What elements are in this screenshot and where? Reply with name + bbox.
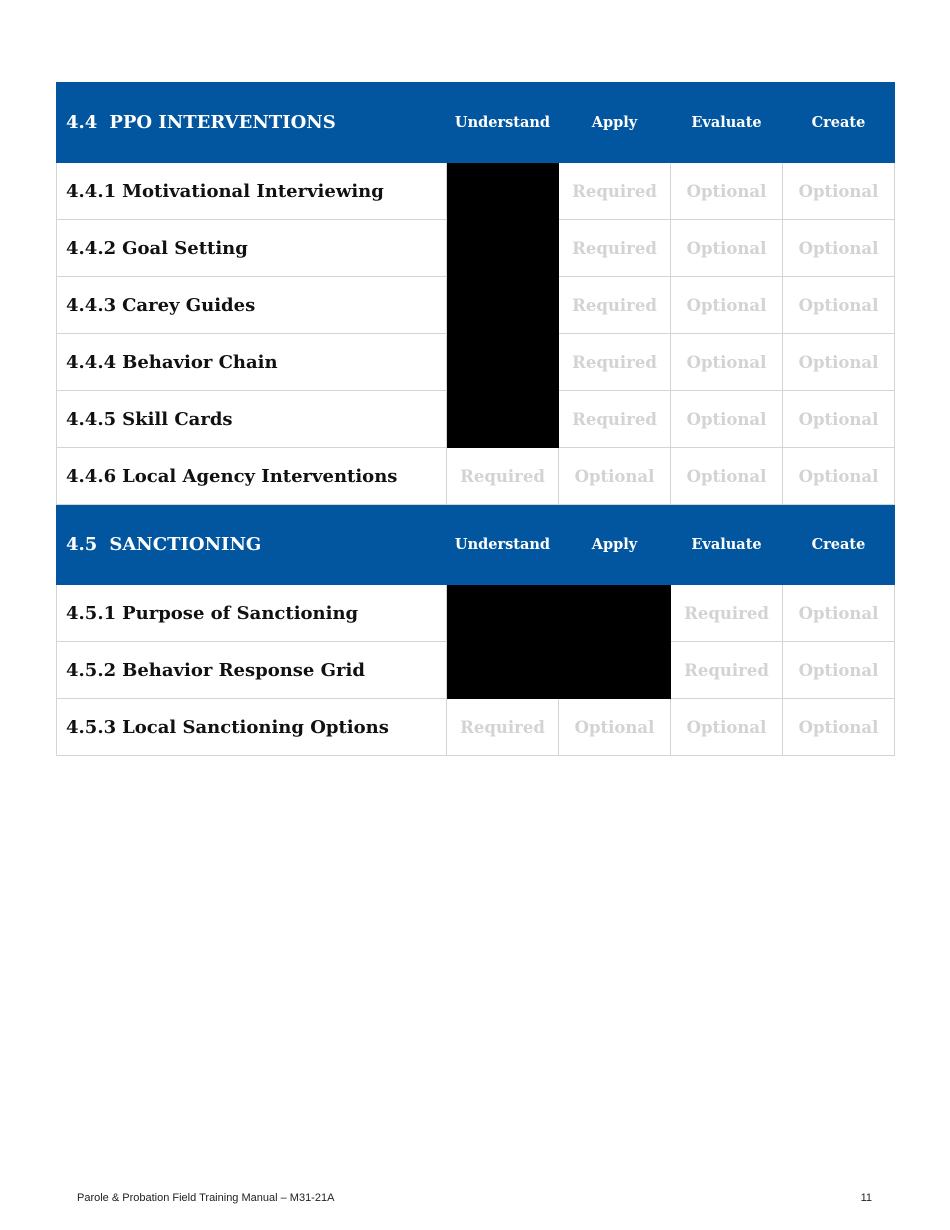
cell-apply: Required: [559, 391, 671, 448]
table-row: [57, 220, 895, 277]
topic-number: 4.5.1: [66, 602, 117, 624]
cell-evaluate: Optional: [671, 391, 783, 448]
cell-understand: [447, 391, 559, 448]
cell-understand: [447, 585, 559, 642]
topic-number: 4.4.1: [66, 180, 117, 202]
topic-title: [57, 220, 447, 277]
section-number: 4.4: [66, 112, 98, 133]
section-name: PPO INTERVENTIONS: [109, 112, 336, 133]
cell-evaluate: Optional: [671, 699, 783, 756]
column-header-understand: Understand: [447, 505, 559, 585]
topic-title: [57, 163, 447, 220]
topic-number: 4.5.3: [66, 716, 117, 738]
topic-title: [57, 585, 447, 642]
cell-evaluate: Optional: [671, 220, 783, 277]
cell-create: Optional: [783, 699, 895, 756]
cell-create: Optional: [783, 448, 895, 505]
topic-title: [57, 391, 447, 448]
cell-evaluate: Optional: [671, 277, 783, 334]
footer-manual-title: Parole & Probation Field Training Manual – M31-21A: [77, 1192, 335, 1204]
column-header-create: Create: [783, 505, 895, 585]
column-header-apply: Apply: [559, 505, 671, 585]
topic-name: Goal Setting: [122, 237, 248, 259]
footer-page-number: 11: [860, 1192, 872, 1204]
topic-number: 4.4.3: [66, 294, 117, 316]
topic-number: 4.5.2: [66, 659, 117, 681]
section-title: [57, 83, 447, 163]
cell-evaluate: Required: [671, 642, 783, 699]
cell-apply: Optional: [559, 699, 671, 756]
cell-apply: Optional: [559, 448, 671, 505]
topic-title: [57, 448, 447, 505]
cell-evaluate: Optional: [671, 448, 783, 505]
section-title: [57, 505, 447, 585]
cell-apply: [559, 642, 671, 699]
topic-number: 4.4.6: [66, 465, 117, 487]
cell-understand: [447, 642, 559, 699]
topic-name: Motivational Interviewing: [122, 180, 384, 202]
cell-apply: [559, 585, 671, 642]
table-row: [57, 585, 895, 642]
cell-understand: Required: [447, 699, 559, 756]
table-row: [57, 699, 895, 756]
cell-evaluate: Required: [671, 585, 783, 642]
topic-number: 4.4.2: [66, 237, 117, 259]
topic-name: Purpose of Sanctioning: [122, 602, 359, 624]
cell-understand: [447, 220, 559, 277]
cell-create: Optional: [783, 163, 895, 220]
table-row: [57, 163, 895, 220]
section-number: 4.5: [66, 534, 98, 555]
column-header-understand: Understand: [447, 83, 559, 163]
topic-number: 4.4.5: [66, 408, 117, 430]
table-row: [57, 334, 895, 391]
table-row: [57, 448, 895, 505]
cell-create: Optional: [783, 334, 895, 391]
column-header-create: Create: [783, 83, 895, 163]
section-header-ppo-interventions: [57, 83, 895, 163]
cell-apply: Required: [559, 220, 671, 277]
cell-understand: [447, 334, 559, 391]
topic-title: [57, 699, 447, 756]
cell-understand: [447, 163, 559, 220]
cell-understand: [447, 277, 559, 334]
topic-title: [57, 642, 447, 699]
column-header-apply: Apply: [559, 83, 671, 163]
table-row: [57, 391, 895, 448]
cell-evaluate: Optional: [671, 163, 783, 220]
topic-number: 4.4.4: [66, 351, 117, 373]
section-name: SANCTIONING: [109, 534, 262, 555]
topic-name: Behavior Response Grid: [122, 659, 365, 681]
cell-create: Optional: [783, 585, 895, 642]
topic-title: [57, 277, 447, 334]
topic-name: Behavior Chain: [122, 351, 278, 373]
cell-apply: Required: [559, 277, 671, 334]
cell-understand: Required: [447, 448, 559, 505]
topic-name: Local Agency Interventions: [122, 465, 398, 487]
cell-create: Optional: [783, 220, 895, 277]
topic-name: Carey Guides: [122, 294, 256, 316]
cell-evaluate: Optional: [671, 334, 783, 391]
cell-apply: Required: [559, 334, 671, 391]
section-header-sanctioning: [57, 505, 895, 585]
table-row: [57, 277, 895, 334]
cell-create: Optional: [783, 642, 895, 699]
cell-create: Optional: [783, 277, 895, 334]
topic-title: [57, 334, 447, 391]
cell-create: Optional: [783, 391, 895, 448]
column-header-evaluate: Evaluate: [671, 505, 783, 585]
column-header-evaluate: Evaluate: [671, 83, 783, 163]
cell-apply: Required: [559, 163, 671, 220]
table-row: [57, 642, 895, 699]
topic-name: Skill Cards: [122, 408, 233, 430]
training-matrix-table: [56, 82, 895, 756]
topic-name: Local Sanctioning Options: [122, 716, 389, 738]
